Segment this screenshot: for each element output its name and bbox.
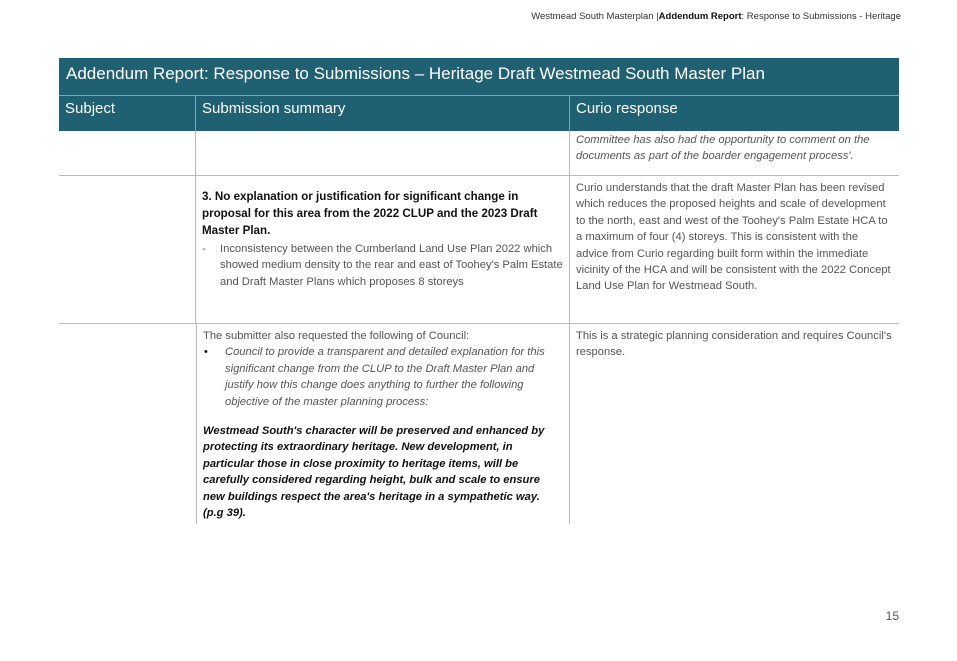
column-header-summary: Submission summary xyxy=(196,96,570,131)
table-row xyxy=(59,131,899,176)
summary-cell xyxy=(196,176,570,323)
page-number: 15 xyxy=(885,609,899,623)
bullet-marker: • xyxy=(204,346,208,359)
subject-cell xyxy=(59,324,196,524)
objective-quote: Westmead South's character will be preserved and enhanced by protecting its extraordinary heritage. New development, in particular those in close proximity to heritage items, will be carefully considered regarding height, bulk and scale to ensure new buildings respect the area's heritage in a sympathetic way. (p.g 39). xyxy=(203,425,545,520)
column-header-subject: Subject xyxy=(59,96,196,131)
response-cell: Curio understands that the draft Master Plan has been revised which reduces the proposed heights and scale of development to the north, east and west of the Toohey's Palm Estate HCA to a maximum of four (4) storeys. This is consistent with the advice from Curio regarding built form within the immediate vicinity of the HCA and will be consistent with the 2022 Concept Land Use Plan for Westmead South. xyxy=(576,182,891,293)
subject-cell xyxy=(59,176,196,323)
running-header-prefix: Westmead South Masterplan | xyxy=(531,11,659,22)
running-header-suffix: : Response to Submissions - Heritage xyxy=(741,11,901,22)
bullet-list-item xyxy=(203,344,563,410)
table-row xyxy=(59,324,899,520)
summary-cell xyxy=(196,131,570,175)
column-header-response: Curio response xyxy=(576,100,678,117)
request-intro: The submitter also requested the following of Council: xyxy=(203,330,470,342)
table-header-row xyxy=(59,96,899,131)
running-header xyxy=(531,11,901,22)
dash-list-item xyxy=(202,241,563,290)
submission-point-title: 3. No explanation or justification for significant change in proposal for this area from the 2022 CLUP and the 2023 Draft Master Plan. xyxy=(202,190,538,237)
subject-cell xyxy=(59,131,196,175)
response-cell: This is a strategic planning consideration and requires Council's response. xyxy=(576,330,892,359)
table-title: Addendum Report: Response to Submissions – Heritage Draft Westmead South Master Plan xyxy=(59,58,899,96)
running-header-bold: Addendum Report xyxy=(658,11,742,22)
response-cell: Committee has also had the opportunity to comment on the documents as part of the boarder engagement process'. xyxy=(576,134,870,163)
summary-cell xyxy=(196,324,570,524)
dash-marker: - xyxy=(202,243,206,255)
dash-item-text: Inconsistency between the Cumberland Land Use Plan 2022 which showed medium density to the rear and east of Toohey's Palm Estate and Draft Master Plans which proposes 8 storeys xyxy=(220,243,563,288)
response-table xyxy=(59,58,899,520)
bullet-item-text: Council to provide a transparent and detailed explanation for this significant change from the CLUP to the Draft Master Plan and justify how this change does anything to further the following objective of the master planning process: xyxy=(225,346,545,408)
table-row xyxy=(59,176,899,324)
